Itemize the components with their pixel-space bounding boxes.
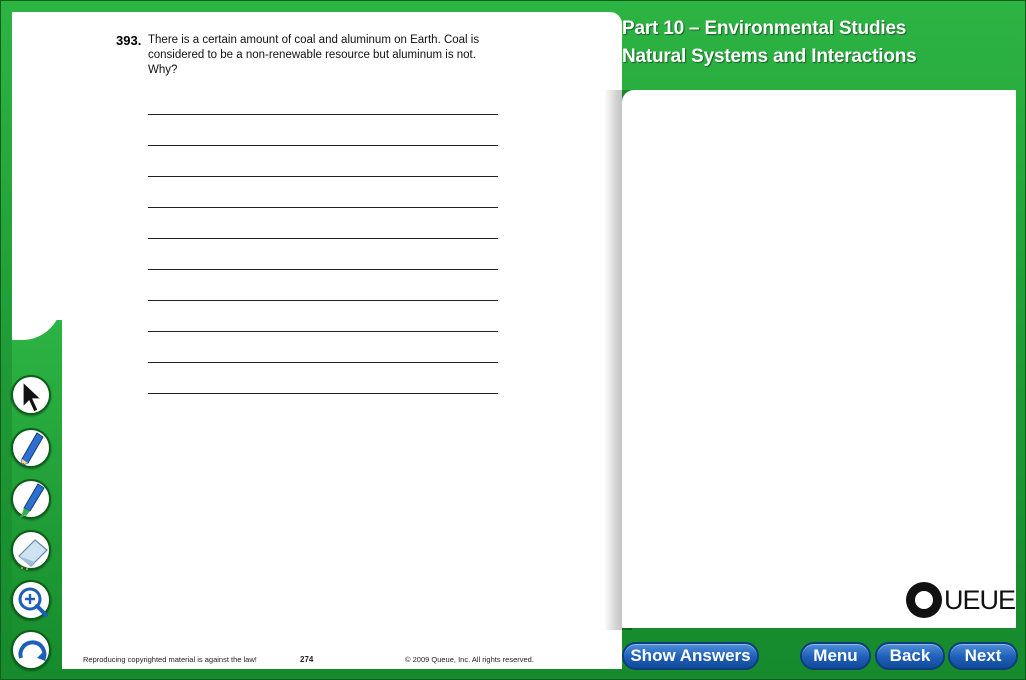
question-number: 393. [116, 33, 142, 48]
rights-notice: © 2009 Queue, Inc. All rights reserved. [405, 655, 534, 664]
menu-button[interactable]: Menu [800, 642, 871, 670]
reset-icon [13, 632, 53, 672]
queue-logo [906, 582, 1016, 620]
back-button[interactable]: Back [875, 642, 945, 670]
logo-q-mark [906, 582, 942, 618]
logo-text: UEUE [944, 585, 1016, 615]
copyright-notice: Reproducing copyrighted material is against the law! [83, 655, 257, 664]
worksheet-page [12, 12, 622, 669]
answer-line[interactable] [148, 362, 498, 363]
page-subtitle: Natural Systems and Interactions [622, 46, 917, 67]
page-number: 274 [300, 655, 314, 664]
pencil-icon [13, 430, 53, 470]
highlighter-icon [13, 481, 53, 521]
answer-line[interactable] [148, 176, 498, 177]
pointer-icon [13, 377, 53, 417]
eraser-tool-button[interactable] [11, 530, 51, 570]
header [622, 12, 1017, 90]
show-answers-button[interactable]: Show Answers [622, 642, 759, 670]
answer-line[interactable] [148, 114, 498, 115]
answer-line[interactable] [148, 300, 498, 301]
reset-tool-button[interactable] [11, 630, 51, 670]
answer-panel [622, 90, 1016, 628]
answer-line[interactable] [148, 238, 498, 239]
zoom-tool-button[interactable] [11, 580, 51, 620]
highlighter-tool-button[interactable] [11, 479, 51, 519]
next-button[interactable]: Next [948, 642, 1018, 670]
answer-line[interactable] [148, 331, 498, 332]
pointer-tool-button[interactable] [11, 375, 51, 415]
eraser-icon [13, 532, 53, 572]
answer-line[interactable] [148, 145, 498, 146]
pencil-tool-button[interactable] [11, 428, 51, 468]
answer-line[interactable] [148, 207, 498, 208]
zoom-in-icon [13, 582, 53, 622]
page-title: Part 10 – Environmental Studies [622, 18, 907, 39]
answer-line[interactable] [148, 269, 498, 270]
answer-line[interactable] [148, 393, 498, 394]
question-text: There is a certain amount of coal and aluminum on Earth. Coal is considered to be a non-renewable resource but aluminum is not. Why? [148, 34, 480, 76]
